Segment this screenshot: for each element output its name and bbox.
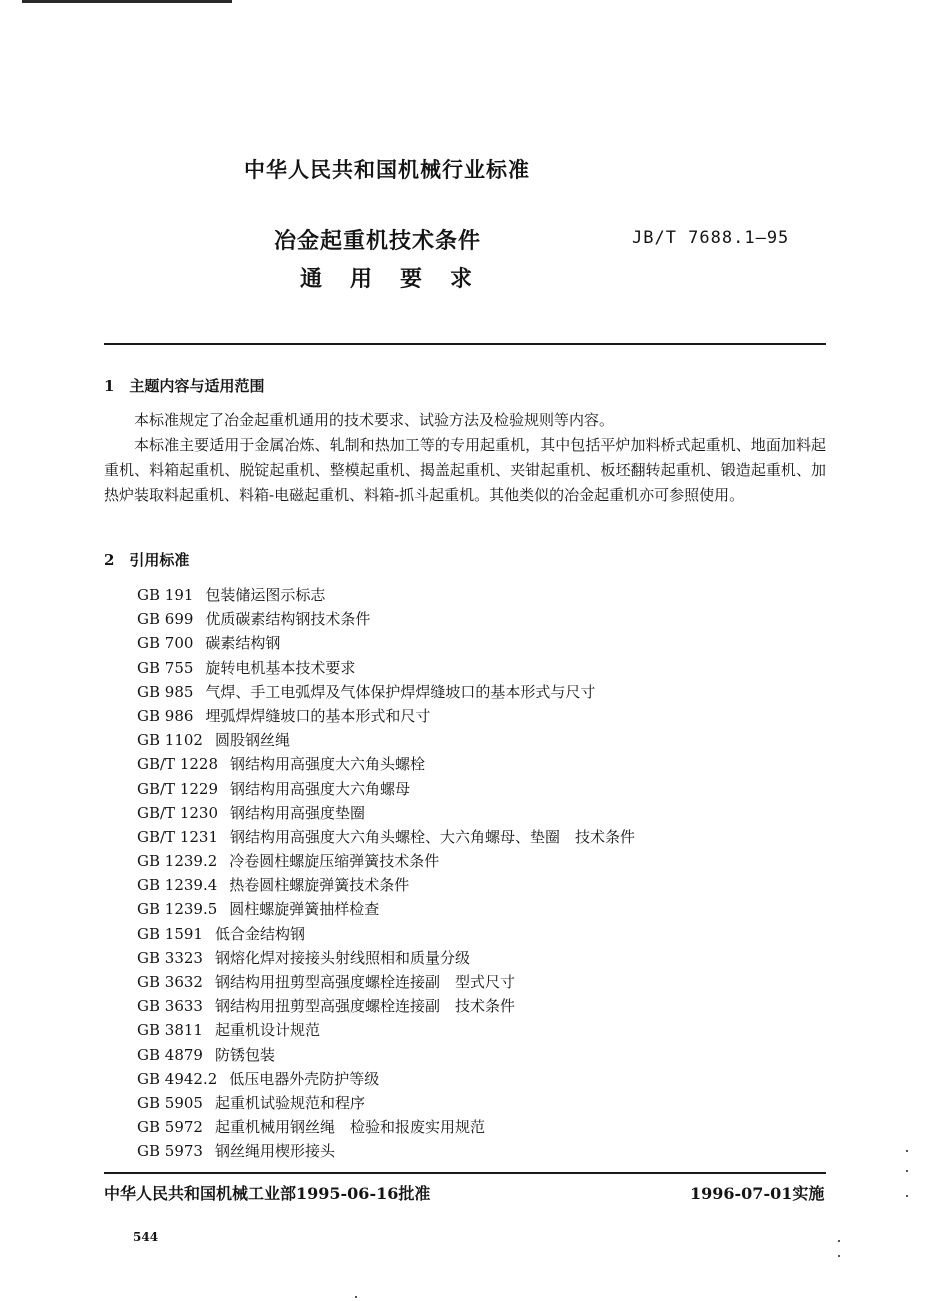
scan-speck: [838, 1240, 840, 1242]
reference-code: GB 986: [137, 706, 194, 725]
scan-speck: [906, 1150, 908, 1152]
reference-code: GB 1239.4: [137, 876, 218, 895]
reference-item: [137, 1043, 635, 1067]
reference-code: GB 4942.2: [137, 1069, 218, 1088]
reference-name: 包装储运图示标志: [205, 586, 326, 604]
reference-name: 碳素结构钢: [205, 634, 281, 653]
reference-item: [137, 825, 635, 849]
reference-code: GB 985: [137, 682, 194, 701]
reference-item: [137, 1139, 635, 1163]
reference-item: [137, 946, 635, 970]
reference-list: [137, 583, 635, 1164]
reference-code: GB 3632: [137, 973, 203, 991]
reference-item: [137, 970, 635, 994]
reference-name: 钢丝绳用楔形接头: [214, 1142, 335, 1161]
reference-code: GB 3633: [137, 997, 203, 1016]
reference-name: 起重机械用钢丝绳 检验和报废实用规范: [214, 1118, 485, 1137]
reference-item: [137, 656, 635, 680]
reference-name: 埋弧焊焊缝坡口的基本形式和尺寸: [205, 706, 431, 725]
reference-item: [137, 704, 635, 728]
scan-edge: [22, 0, 232, 3]
reference-code: GB/T 1231: [137, 827, 219, 846]
reference-item: [137, 994, 635, 1018]
reference-name: 低合金结构钢: [214, 924, 305, 943]
reference-code: GB 5905: [137, 1093, 203, 1112]
reference-name: 冷卷圆柱螺旋压缩弹簧技术条件: [229, 852, 440, 871]
header-rule: [104, 343, 826, 345]
reference-name: 圆柱螺旋弹簧抽样检查: [229, 900, 380, 919]
scan-speck: [906, 1195, 908, 1197]
reference-name: 热卷圆柱螺旋弹簧技术条件: [229, 876, 410, 895]
reference-item: [137, 922, 635, 946]
reference-item: [137, 1115, 635, 1139]
reference-code: GB 3811: [137, 1021, 203, 1040]
reference-item: [137, 801, 635, 825]
scan-speck: [838, 1255, 840, 1257]
reference-code: GB 1239.2: [137, 852, 218, 871]
reference-name: 钢结构用高强度大六角螺母: [230, 779, 411, 798]
reference-name: 气焊、手工电弧焊及气体保护焊焊缝坡口的基本形式与尺寸: [205, 682, 596, 701]
document-title: 冶金起重机技术条件: [274, 228, 482, 254]
reference-name: 优质碳素结构钢技术条件: [205, 610, 371, 629]
reference-name: 圆股钢丝绳: [214, 731, 290, 750]
reference-code: GB 699: [137, 610, 194, 629]
scan-speck: [906, 1170, 908, 1172]
reference-code: GB 5973: [137, 1142, 203, 1161]
reference-code: GB/T 1230: [137, 803, 219, 822]
reference-code: GB 755: [137, 658, 194, 677]
reference-name: 钢结构用高强度大六角头螺栓、大六角螺母、垫圈 技术条件: [230, 827, 636, 846]
reference-item: [137, 631, 635, 655]
reference-name: 起重机试验规范和程序: [214, 1093, 365, 1112]
footer-rule: [104, 1172, 826, 1174]
reference-code: GB 5972: [137, 1118, 203, 1137]
reference-name: 钢熔化焊对接接头射线照相和质量分级: [214, 948, 470, 967]
standard-code: JB/T 7688.1—95: [632, 228, 790, 248]
reference-item: [137, 897, 635, 921]
reference-name: 钢结构用扭剪型高强度螺栓连接副 型式尺寸: [214, 973, 515, 991]
reference-code: GB 1591: [137, 924, 203, 943]
document-subtitle: 通用要求: [300, 266, 501, 292]
page-number: 544: [133, 1230, 159, 1244]
reference-code: GB/T 1229: [137, 779, 219, 798]
reference-name: 起重机设计规范: [214, 1021, 320, 1040]
reference-item: [137, 583, 635, 607]
reference-name: 低压电器外壳防护等级: [229, 1069, 380, 1088]
section-1-paragraph: 本标准主要适用于金属冶炼、轧制和热加工等的专用起重机，其中包括平炉加料桥式起重机、地面加料起重机、料箱起重机、脱锭起重机、整模起重机、揭盖起重机、夹钳起重机、板坯翻转起重机、锻造起重机、加热炉装取料起重机、料箱-电磁起重机、料箱-抓斗起重机。其他类似的冶金起重机亦可参照使用。: [104, 436, 826, 504]
reference-name: 防锈包装: [214, 1045, 275, 1064]
section-1-paragraph: 本标准规定了冶金起重机通用的技术要求、试验方法及检验规则等内容。: [134, 411, 615, 429]
section-1-heading: 1 主题内容与适用范围: [104, 377, 265, 395]
reference-name: 钢结构用高强度大六角头螺栓: [230, 755, 426, 774]
reference-item: [137, 1067, 635, 1091]
reference-name: 旋转电机基本技术要求: [205, 658, 356, 677]
reference-item: [137, 728, 635, 752]
reference-item: [137, 1018, 635, 1042]
effective-date: 1996-07-01实施: [690, 1184, 825, 1203]
reference-item: [137, 752, 635, 776]
reference-code: GB 1102: [137, 731, 203, 750]
standard-title: 中华人民共和国机械行业标准: [244, 157, 530, 182]
reference-code: GB 4879: [137, 1045, 203, 1064]
reference-item: [137, 607, 635, 631]
reference-code: GB 191: [137, 586, 194, 604]
reference-item: [137, 849, 635, 873]
reference-item: [137, 1091, 635, 1115]
reference-code: GB 1239.5: [137, 900, 218, 919]
section-2-heading: 2 引用标准: [104, 551, 190, 569]
reference-item: [137, 777, 635, 801]
scan-speck: [355, 1296, 357, 1298]
reference-item: [137, 873, 635, 897]
approval-date: 中华人民共和国机械工业部1995-06-16批准: [104, 1184, 431, 1203]
reference-code: GB 700: [137, 634, 194, 653]
reference-item: [137, 680, 635, 704]
reference-name: 钢结构用扭剪型高强度螺栓连接副 技术条件: [214, 997, 515, 1016]
reference-code: GB/T 1228: [137, 755, 219, 774]
reference-name: 钢结构用高强度垫圈: [230, 803, 366, 822]
reference-code: GB 3323: [137, 948, 203, 967]
